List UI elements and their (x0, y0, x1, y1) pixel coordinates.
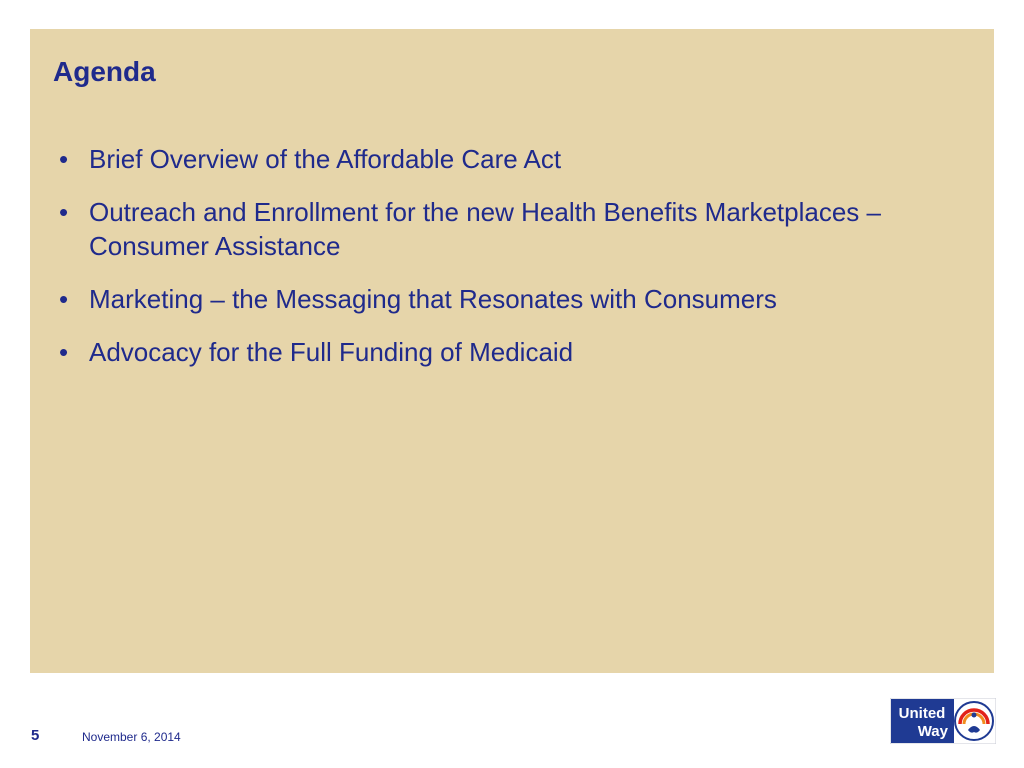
agenda-item (56, 142, 976, 176)
agenda-item (56, 282, 976, 316)
bullet-icon: • (59, 144, 69, 174)
agenda-item-text: Marketing – the Messaging that Resonates with Consumers (89, 284, 777, 314)
agenda-item-text: Brief Overview of the Affordable Care Act (89, 144, 562, 174)
bullet-icon: • (59, 197, 69, 227)
agenda-list (56, 142, 976, 388)
agenda-item-text: Advocacy for the Full Funding of Medicaid (89, 337, 574, 367)
logo-text-united: United (898, 705, 946, 722)
page-number: 5 (31, 727, 40, 744)
agenda-item-text: Outreach and Enrollment for the new Health Benefits Marketplaces – Consumer Assistance (89, 197, 881, 261)
footer-date: November 6, 2014 (82, 730, 181, 744)
logo-text-way: Way (917, 723, 948, 740)
agenda-item (56, 195, 976, 263)
agenda-item (56, 335, 976, 369)
bullet-icon: • (59, 284, 69, 314)
united-way-hand-rainbow-icon (955, 702, 993, 740)
bullet-icon: • (59, 337, 69, 367)
content-panel (30, 29, 994, 673)
slide-title: Agenda (53, 56, 156, 87)
united-way-logo (890, 698, 996, 744)
